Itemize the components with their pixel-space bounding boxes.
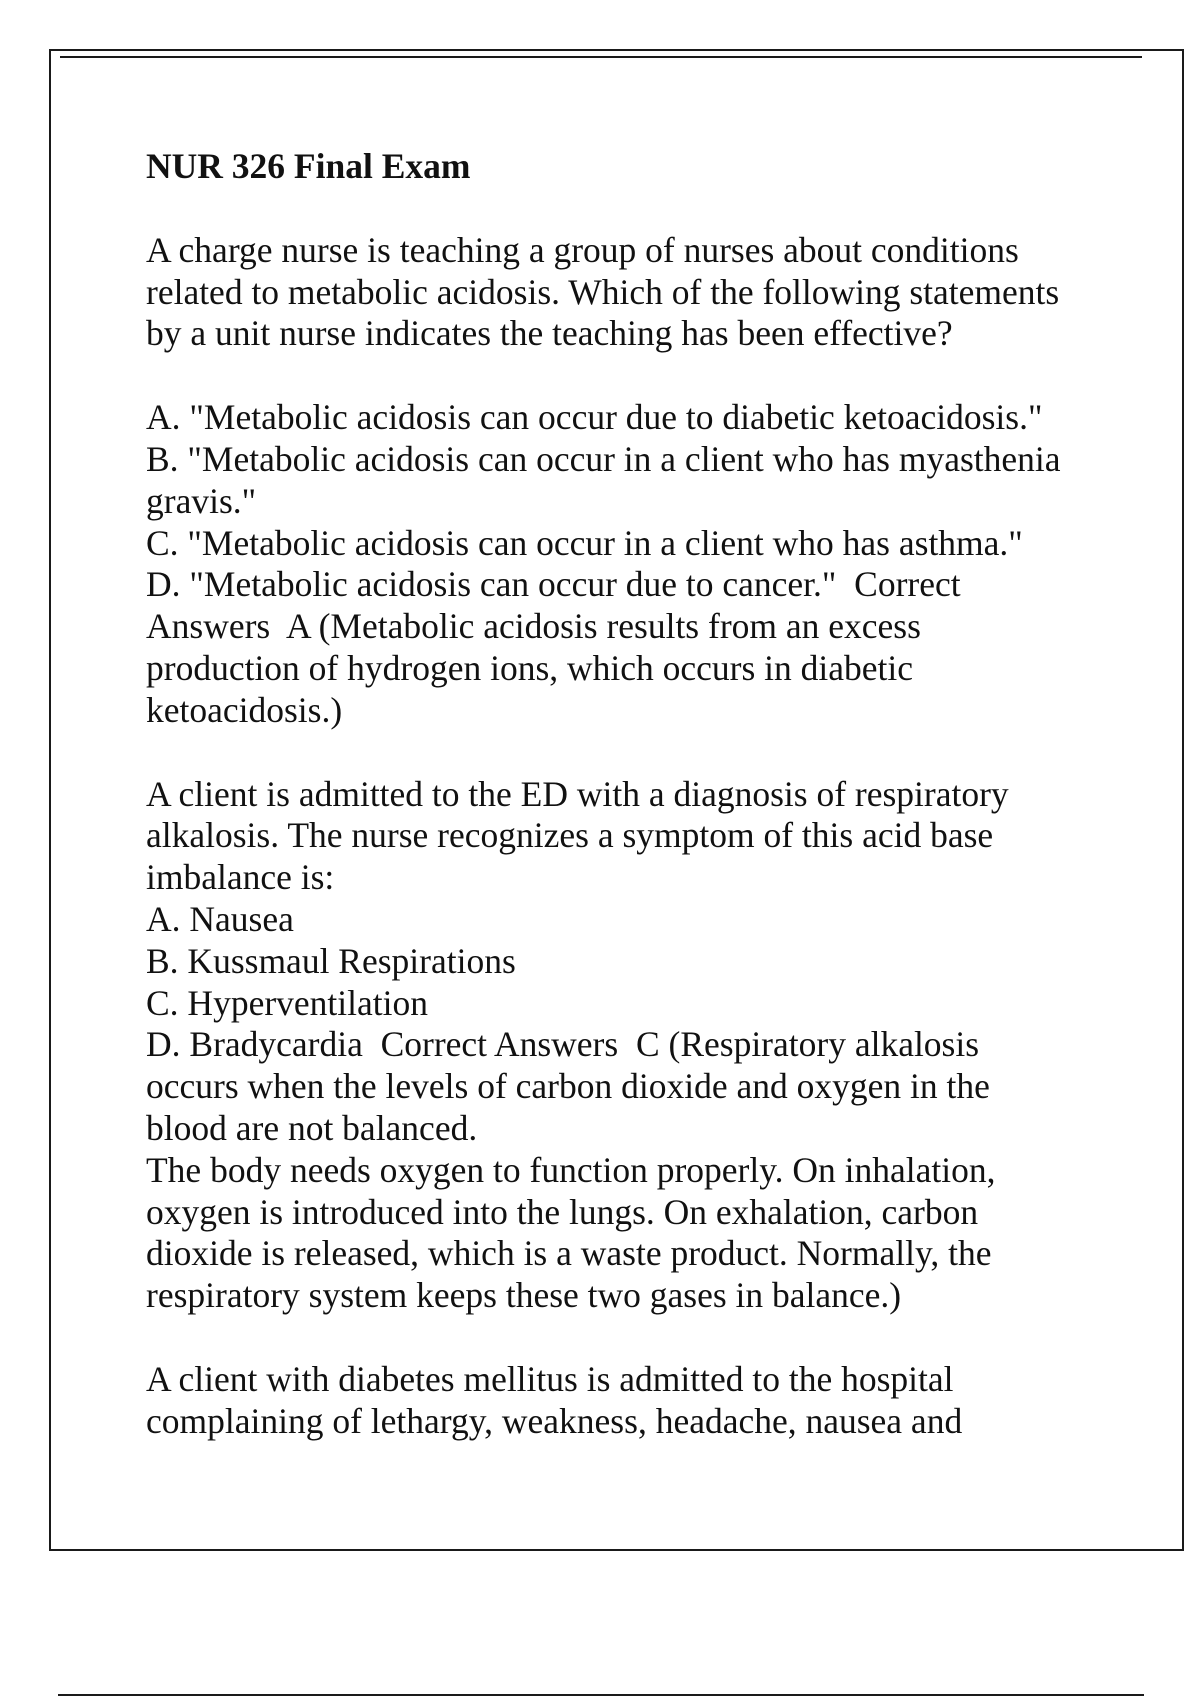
- text-line: The body needs oxygen to function properly. On inhalation,: [146, 1149, 996, 1190]
- text-line: dioxide is released, which is a waste product. Normally, the: [146, 1233, 992, 1274]
- question-3-stem: [146, 1359, 1106, 1443]
- text-line: blood are not balanced.: [146, 1107, 478, 1148]
- text-line: respiratory system keeps these two gases in balance.): [146, 1275, 902, 1316]
- document-title: NUR 326 Final Exam: [146, 146, 471, 186]
- text-line: D. "Metabolic acidosis can occur due to cancer." Correct: [146, 564, 961, 605]
- text-line: ketoacidosis.): [146, 689, 343, 730]
- text-line: gravis.": [146, 480, 257, 521]
- top-rule: [60, 56, 1142, 58]
- question-1-stem: [146, 230, 1106, 355]
- text-line: A charge nurse is teaching a group of nurses about conditions: [146, 229, 1019, 270]
- bottom-rule: [58, 1694, 1144, 1696]
- text-line: oxygen is introduced into the lungs. On exhalation, carbon: [146, 1191, 979, 1232]
- text-line: alkalosis. The nurse recognizes a symptom of this acid base: [146, 815, 994, 856]
- text-line: related to metabolic acidosis. Which of the following statements: [146, 271, 1060, 312]
- text-line: Answers A (Metabolic acidosis results from an excess: [146, 606, 921, 647]
- text-line: A. "Metabolic acidosis can occur due to diabetic ketoacidosis.": [146, 397, 1043, 438]
- text-line: imbalance is:: [146, 857, 335, 898]
- text-line: A client with diabetes mellitus is admitted to the hospital: [146, 1358, 954, 1399]
- text-line: C. Hyperventilation: [146, 982, 428, 1023]
- text-line: by a unit nurse indicates the teaching has been effective?: [146, 313, 953, 354]
- question-2: [146, 774, 1106, 1317]
- document-body: [146, 138, 1106, 1443]
- text-line: production of hydrogen ions, which occurs in diabetic: [146, 647, 914, 688]
- text-line: A. Nausea: [146, 898, 294, 939]
- text-line: D. Bradycardia Correct Answers C (Respiratory alkalosis: [146, 1024, 980, 1065]
- text-line: B. Kussmaul Respirations: [146, 940, 516, 981]
- text-line: complaining of lethargy, weakness, headache, nausea and: [146, 1400, 963, 1441]
- text-line: B. "Metabolic acidosis can occur in a client who has myasthenia: [146, 438, 1061, 479]
- text-line: C. "Metabolic acidosis can occur in a client who has asthma.": [146, 522, 1023, 563]
- text-line: occurs when the levels of carbon dioxide and oxygen in the: [146, 1066, 990, 1107]
- text-line: A client is admitted to the ED with a diagnosis of respiratory: [146, 773, 1009, 814]
- question-1-options: [146, 397, 1106, 731]
